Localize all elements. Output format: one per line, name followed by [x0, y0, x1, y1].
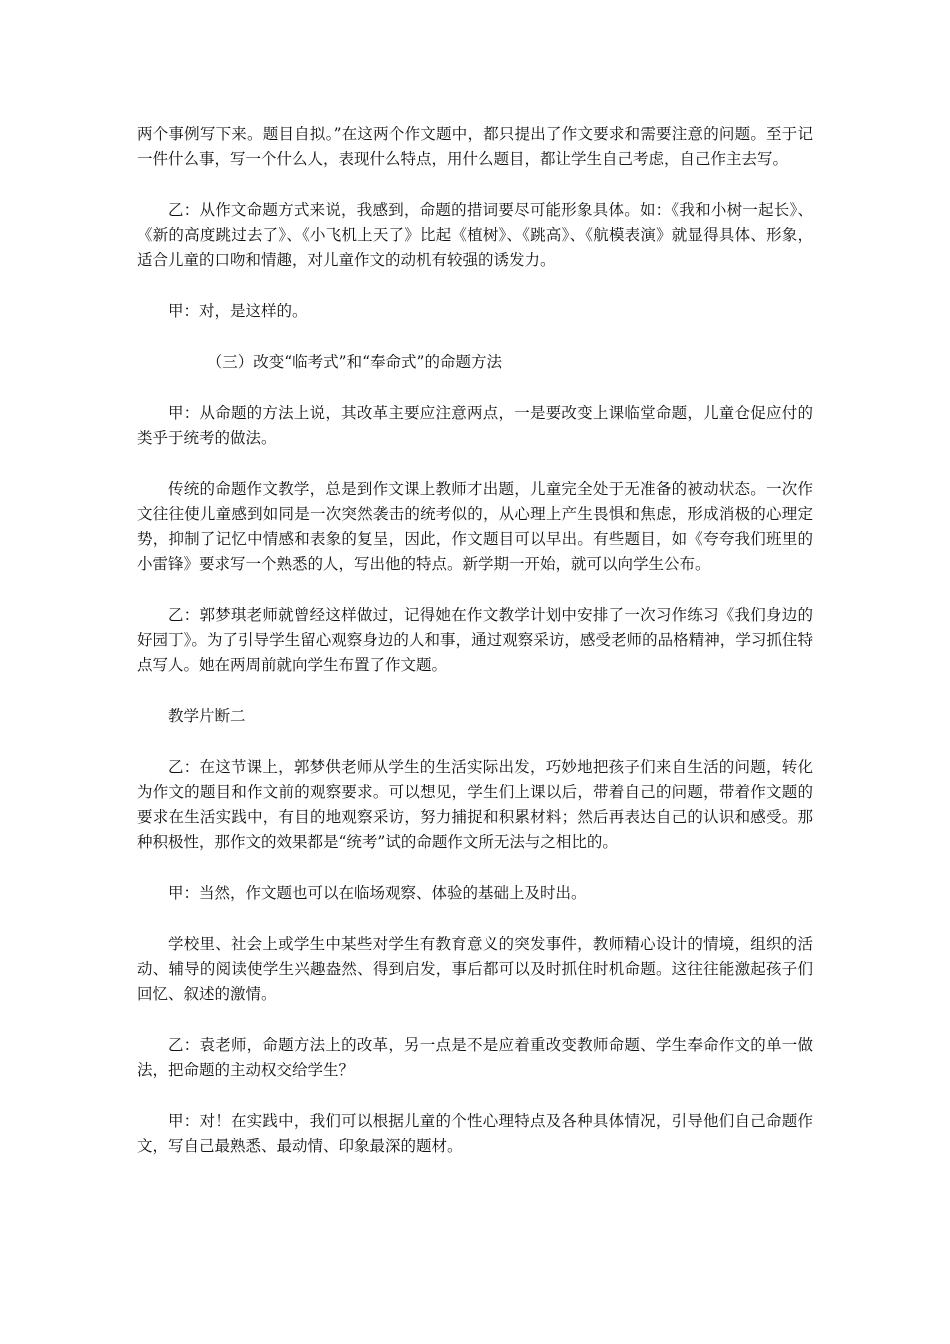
- paragraph-continuation: 两个事例写下来。题目自拟。”在这两个作文题中，都只提出了作文要求和需要注意的问题。至于记一件什么事，写一个什么人，表现什么特点，用什么题目，都让学生自己考虑，自己作主去写。: [137, 125, 813, 168]
- paragraph-yi-guo: 乙：郭梦琪老师就曾经这样做过，记得她在作文教学计划中安排了一次习作练习《我们身边的好园丁》。为了引导学生留心观察身边的人和事，通过观察采访，感受老师的品格精神，学习抓住特点写人。她在两周前就向学生布置了作文题。: [137, 606, 813, 674]
- subheading-teaching-fragment: 教学片断二: [168, 707, 246, 725]
- paragraph-jia-agree: 甲：对，是这样的。: [168, 302, 308, 320]
- paragraph-yi-wording: 乙：从作文命题方式来说，我感到，命题的措词要尽可能形象具体。如：《我和小树一起长》、《新的高度跳过去了》、《小飞机上天了》比起《植树》、《跳高》、《航模表演》就显得具体、形象，适合儿童的口吻和情趣，对儿童作文的动机有较强的诱发力。: [137, 201, 813, 269]
- paragraph-jia-answer: 甲：对！在实践中，我们可以根据儿童的个性心理特点及各种具体情况，引导他们自己命题作文，写自己最熟悉、最动情、印象最深的题材。: [137, 1112, 813, 1155]
- paragraph-jia-onsite: 甲：当然，作文题也可以在临场观察、体验的基础上及时出。: [168, 884, 587, 902]
- document-body: [137, 122, 813, 1185]
- paragraph-yi-lesson: 乙：在这节课上，郭梦供老师从学生的生活实际出发，巧妙地把孩子们来自生活的问题，转化为作文的题目和作文前的观察要求。可以想见，学生们上课以后，带着自己的问题，带着作文题的要求在生活实践中，有目的地观察采访，努力捕捉和积累材料；然后再表达自己的认识和感受。那种积极性，那作文的效果都是“统考”试的命题作文所无法与之相比的。: [137, 758, 813, 851]
- paragraph-traditional: 传统的命题作文教学，总是到作文课上教师才出题，儿童完全处于无准备的被动状态。一次作文往往使儿童感到如同是一次突然袭击的统考似的，从心理上产生畏惧和焦虑，形成消极的心理定势，抑制了记忆中情感和表象的复呈，因此，作文题目可以早出。有些题目，如《夸夸我们班里的小雷锋》要求写一个熟悉的人，写出他的特点。新学期一开始，就可以向学生公布。: [137, 480, 813, 573]
- paragraph-yi-question: 乙：袁老师，命题方法上的改革，另一点是不是应着重改变教师命题、学生奉命作文的单一做法，把命题的主动权交给学生？: [137, 1036, 813, 1079]
- section-heading: （三）改变“临考式”和“奉命式”的命题方法: [206, 353, 502, 371]
- paragraph-events: 学校里、社会上或学生中某些对学生有教育意义的突发事件，教师精心设计的情境，组织的活动、辅导的阅读使学生兴趣盎然、得到启发，事后都可以及时抓住时机命题。这往往能激起孩子们回忆、叙述的激情。: [137, 935, 813, 1003]
- paragraph-jia-method: 甲：从命题的方法上说，其改革主要应注意两点，一是要改变上课临堂命题，儿童仓促应付的类乎于统考的做法。: [137, 404, 813, 447]
